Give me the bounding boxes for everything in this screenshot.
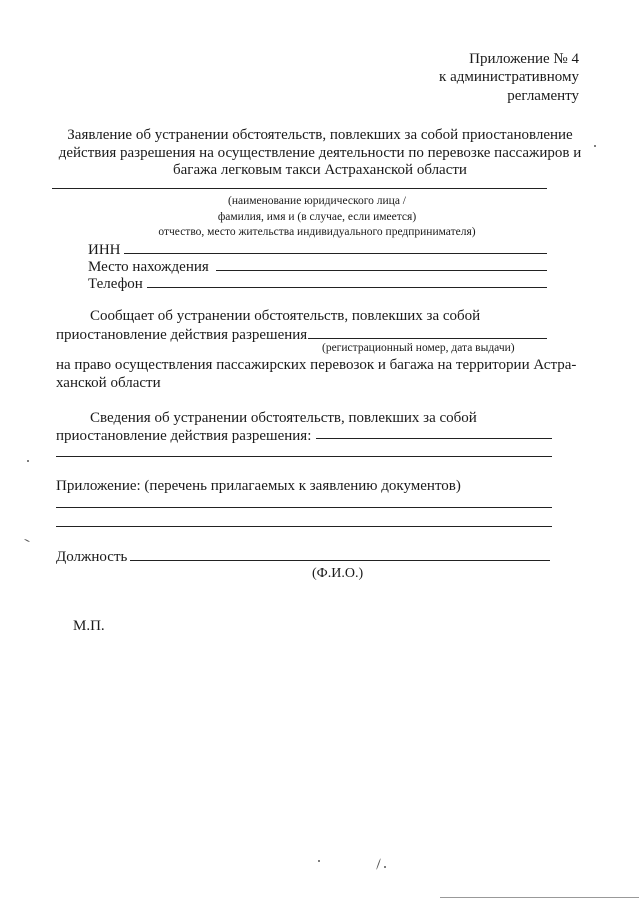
report-line-4: ханской области <box>56 375 161 391</box>
phone-label: Телефон <box>88 276 143 292</box>
details-field-line-2[interactable] <box>56 456 552 457</box>
applicant-name-line[interactable] <box>52 188 547 189</box>
permit-number-caption: (регистрационный номер, дата выдачи) <box>322 342 515 354</box>
inn-field-line[interactable] <box>124 253 547 254</box>
appendix-line-1: Приложение № 4 <box>469 51 579 67</box>
scan-speck <box>594 145 596 147</box>
scan-speck <box>24 539 30 542</box>
scan-speck <box>318 860 320 862</box>
fio-caption: (Ф.И.О.) <box>312 566 364 581</box>
inn-label: ИНН <box>88 242 121 258</box>
scan-speck <box>27 460 29 462</box>
scan-speck <box>384 866 386 868</box>
details-line-1: Сведения об устранении обстоятельств, повлекших за собой <box>90 410 477 426</box>
location-label: Место нахождения <box>88 259 209 275</box>
details-field-line-1[interactable] <box>316 438 552 439</box>
details-line-2: приостановление действия разрешения: <box>56 428 312 444</box>
scan-edge-line <box>440 897 639 898</box>
title-line-3: багажа легковым такси Астраханской области <box>173 162 467 178</box>
stamp-label: М.П. <box>73 618 105 634</box>
permit-number-field-line[interactable] <box>308 338 547 339</box>
report-line-3: на право осуществления пассажирских перевозок и багажа на территории Астра- <box>56 357 577 373</box>
report-line-1: Сообщает об устранении обстоятельств, повлекших за собой <box>90 308 481 324</box>
title-line-1: Заявление об устранении обстоятельств, повлекших за собой приостановление <box>67 127 573 143</box>
attachment-field-line-2[interactable] <box>56 526 552 527</box>
attachment-field-line-1[interactable] <box>56 507 552 508</box>
phone-field-line[interactable] <box>147 287 547 288</box>
appendix-line-2: к административному <box>439 69 579 85</box>
applicant-caption-1: (наименование юридического лица / <box>227 195 406 207</box>
applicant-caption-3: отчество, место жительства индивидуального предпринимателя) <box>158 226 476 238</box>
attachment-label: Приложение: (перечень прилагаемых к заявлению документов) <box>56 478 461 494</box>
report-line-2: приостановление действия разрешения <box>56 327 308 343</box>
applicant-caption-2: фамилия, имя и (в случае, если имеется) <box>217 211 417 223</box>
position-label: Должность <box>56 549 128 565</box>
title-line-2: действия разрешения на осуществление деятельности по перевозке пассажиров и <box>58 145 582 161</box>
scan-speck <box>376 858 381 870</box>
location-field-line[interactable] <box>216 270 547 271</box>
appendix-line-3: регламенту <box>507 88 579 104</box>
position-field-line[interactable] <box>130 560 550 561</box>
